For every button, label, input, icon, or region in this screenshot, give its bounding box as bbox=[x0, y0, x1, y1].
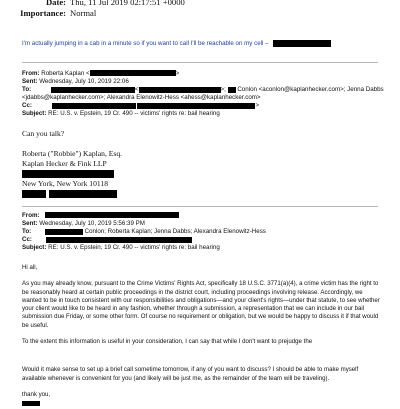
email1-header bbox=[22, 70, 384, 119]
email2-body bbox=[22, 264, 382, 409]
email2-para2: To the extent this information is useful in your consideration, I can say that while I don't want to prejudge the bbox=[22, 338, 313, 346]
email2-closing: thank you, bbox=[22, 390, 51, 398]
email2-subject-label: Subject: bbox=[22, 244, 47, 252]
email1-cc-row bbox=[22, 102, 384, 110]
email2-subject-row bbox=[22, 244, 266, 252]
redaction bbox=[45, 212, 179, 218]
email1-subject-value: RE: U.S. v. Epstein, 19 Cr. 490 -- victims' rights re: bail hearing bbox=[48, 110, 220, 118]
divider bbox=[22, 62, 378, 63]
redaction bbox=[51, 87, 135, 93]
email1-to-mid: >; bbox=[220, 86, 226, 94]
redaction bbox=[22, 170, 114, 178]
email1-to-rest: Conlon <aconlon@kaplanhecker.com>; Jenna Dabbs bbox=[237, 86, 384, 94]
redaction bbox=[273, 40, 331, 47]
email2-subject-value: RE: U.S. v. Epstein, 19 Cr. 490 -- victims' rights re: bail hearing bbox=[48, 244, 220, 252]
email1-from-value: Roberta Kaplan < bbox=[41, 70, 90, 77]
email2-header bbox=[22, 212, 266, 252]
signature-name: Roberta ("Robbie") Kaplan, Esq. bbox=[22, 149, 123, 158]
message-header bbox=[14, 0, 185, 18]
email2-to-row bbox=[22, 228, 266, 236]
redaction bbox=[45, 229, 83, 235]
email2-from-label: From: bbox=[22, 212, 40, 219]
email2-cc-label: Cc: bbox=[22, 236, 32, 244]
divider bbox=[22, 206, 378, 207]
redacted-gap bbox=[22, 346, 382, 366]
email2-sent-label: Sent: bbox=[22, 220, 38, 228]
email1-to-lt: < bbox=[134, 86, 139, 94]
email1-from-row bbox=[22, 70, 384, 78]
top-message-text: I'm actually jumping in a cab in a minute so if you want to call I'll be reachable on my cell – bbox=[22, 40, 269, 48]
email2-greeting: Hi all, bbox=[22, 264, 38, 271]
redaction bbox=[139, 87, 221, 93]
email2-from-row bbox=[22, 212, 266, 220]
date-row bbox=[14, 0, 185, 8]
email1-from-close: > bbox=[175, 70, 180, 77]
email1-cc-label: Cc: bbox=[22, 102, 32, 110]
signature-firm: Kaplan Hecker & Fink LLP bbox=[22, 159, 107, 168]
email1-cc-mid: > bbox=[255, 102, 260, 110]
email2-to-label: To: bbox=[22, 228, 32, 236]
redaction bbox=[22, 190, 46, 198]
email2-para1: As you may already know, pursuant to the Crime Victims' Rights Act, specifically 18 U.S.C. 3771(a)(4), a crime victim has the right to be reasonably heard at certain public proceedings in the district court, including proceedings involving release. Accordingly, we wanted to be in touch consistent with our responsibilities and obligations—and your client's rights—under that statute, to see whether your client would like to be heard in any fashion, whether through a submission, a representation that we can include in our bail submission due Friday, or some other form. Of course no requirement or obligation, but we would be happy to discuss it if that would be useful. bbox=[22, 280, 380, 329]
importance-label: Importance: bbox=[20, 7, 66, 18]
email1-body-text: Can you talk? bbox=[22, 129, 65, 138]
email1-to-row bbox=[22, 86, 384, 94]
redaction bbox=[52, 103, 136, 109]
redaction bbox=[46, 237, 192, 243]
email2-sent-row bbox=[22, 220, 266, 228]
email2-sent-value: Wednesday, July 10, 2019 5:56:39 PM bbox=[39, 220, 145, 228]
importance-value: Normal bbox=[70, 7, 97, 18]
email1-sent-value: Wednesday, July 10, 2019 22:06 bbox=[39, 78, 129, 86]
email1-sent-label: Sent: bbox=[22, 78, 38, 86]
redaction bbox=[49, 190, 117, 198]
redaction bbox=[90, 70, 176, 76]
date-label: Date: bbox=[45, 0, 66, 7]
email1-subject-label: Subject: bbox=[22, 110, 47, 118]
email1-from-label: From: bbox=[22, 70, 40, 77]
redaction bbox=[137, 103, 255, 109]
email1-subject-row bbox=[22, 110, 384, 118]
email2-to-value: Conlon; Roberta Kaplan; Jenna Dabbs; Alexandra Elenowitz-Hess bbox=[84, 228, 266, 236]
redaction bbox=[228, 87, 236, 93]
email1-signature bbox=[22, 149, 122, 199]
redaction bbox=[22, 401, 40, 406]
email2-cc-row bbox=[22, 236, 266, 244]
email1-to-line2: <jdabbs@kaplanhecker.com>; Alexandra Elenowitz-Hess <ahess@kaplanhecker.com> bbox=[22, 94, 261, 102]
email2-para3: Would it make sense to set up a brief call sometime tomorrow, if any of you want to discuss? I should be able to make myself available whenever is convenient for you (and likely will be just me, as the remainder of the team will be traveling). bbox=[22, 366, 359, 382]
signature-redacted-line bbox=[22, 189, 122, 199]
email1-sent-row bbox=[22, 78, 384, 86]
signature-city: New York, New York 10118 bbox=[22, 179, 108, 188]
date-value: Thu, 11 Jul 2019 02:17:51 +0000 bbox=[70, 0, 185, 7]
email2-signature-redacted bbox=[22, 400, 382, 408]
top-message bbox=[22, 40, 331, 47]
email1-to-label: To: bbox=[22, 86, 32, 94]
email1-body bbox=[22, 129, 64, 139]
importance-row bbox=[14, 8, 185, 19]
signature-redacted-line bbox=[22, 169, 122, 179]
